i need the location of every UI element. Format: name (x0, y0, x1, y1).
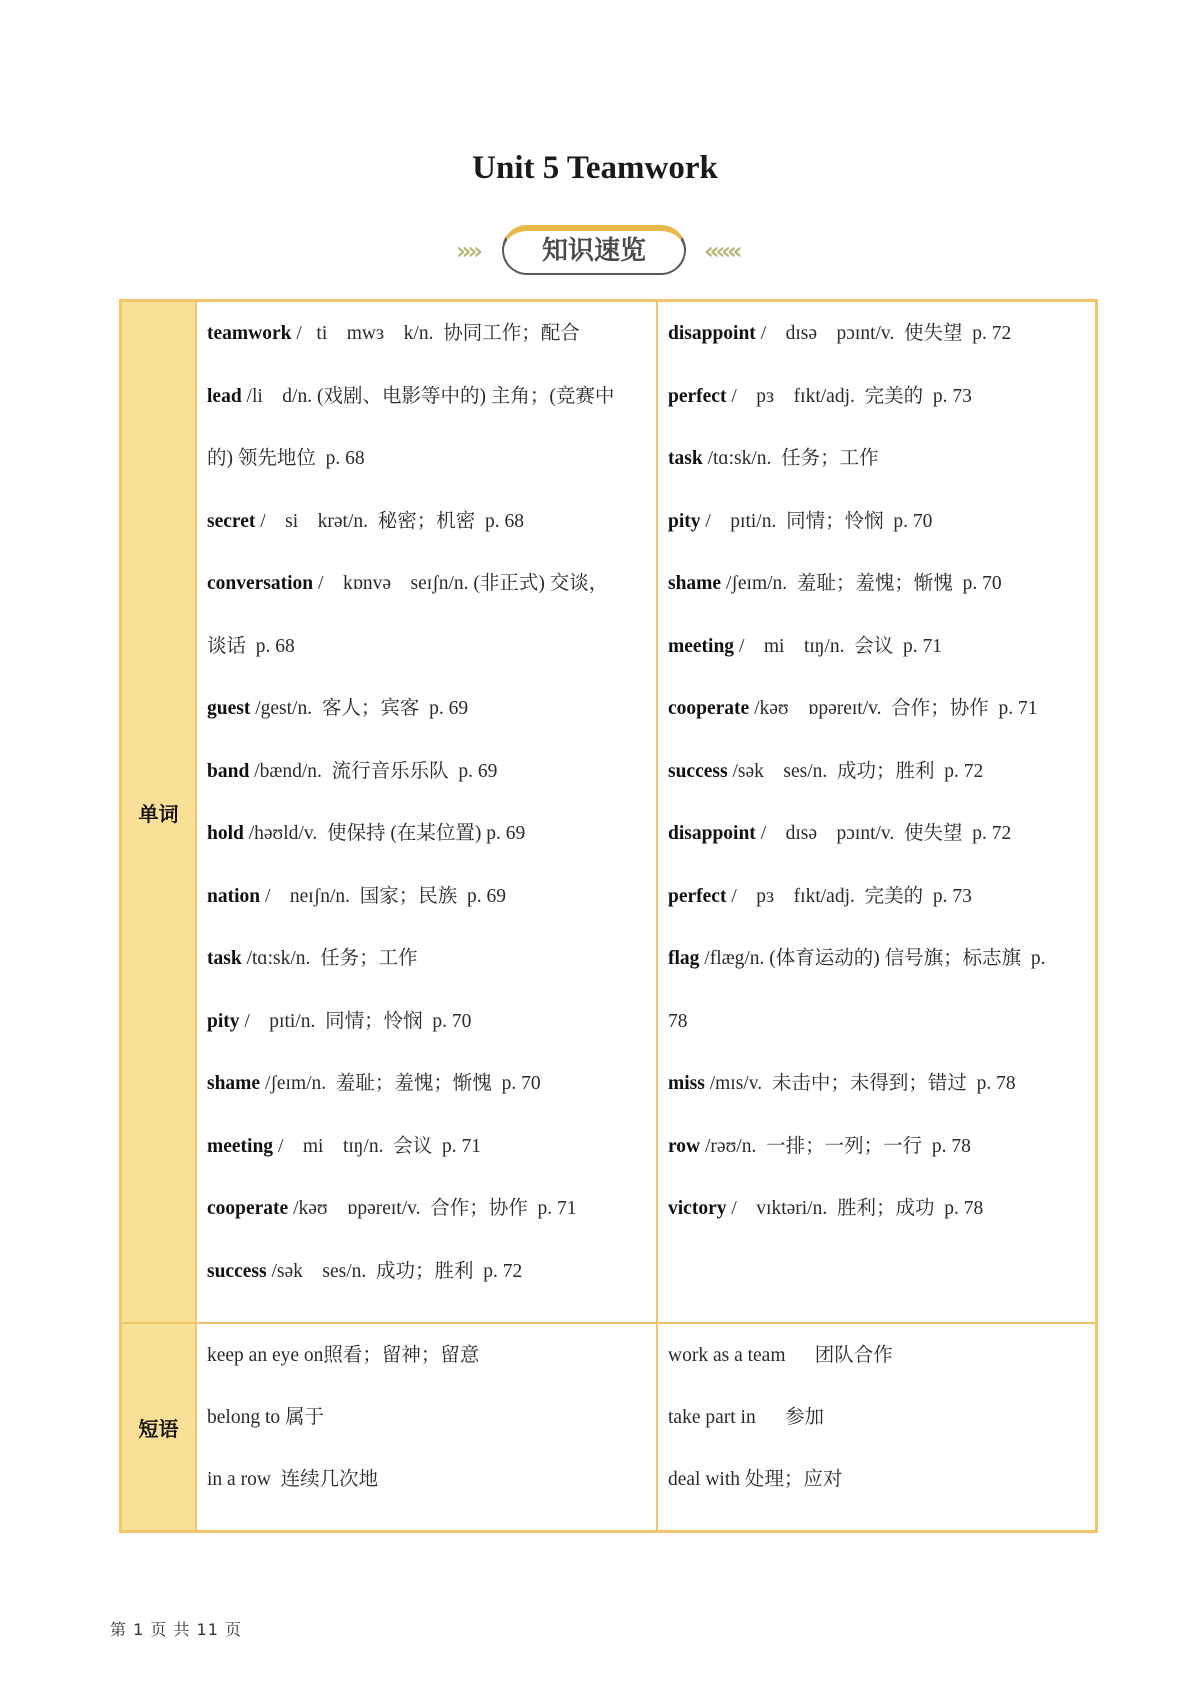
word-headword: shame (668, 573, 722, 594)
word-headword: perfect (668, 885, 727, 907)
section-banner (0, 225, 1190, 281)
word-definition: /rəʊ/n. 一排；一列；一行 p. 78 (700, 1135, 971, 1157)
word-entry (207, 316, 648, 379)
word-headword: row (668, 1135, 701, 1157)
word-entry (668, 504, 1087, 567)
word-headword: task (668, 448, 703, 469)
word-headword: teamwork (207, 323, 292, 344)
word-entry (207, 691, 648, 754)
word-definition: / ti mwɜ k/n. 协同工作；配合 (291, 323, 580, 344)
word-entry (668, 379, 1087, 442)
word-definition: / pɜ fɪkt/adj. 完美的 p. 73 (726, 385, 972, 407)
right-arrows-icon: »» (456, 237, 480, 265)
word-definition: / dɪsə pɔɪnt/v. 使失望 p. 72 (755, 323, 1012, 344)
word-headword: pity (668, 510, 701, 532)
banner-label: 知识速览 (502, 225, 686, 275)
vocabulary-table (119, 299, 1098, 1533)
word-entry (207, 1129, 648, 1192)
word-entry (207, 879, 648, 942)
word-entry (668, 1191, 1087, 1254)
word-headword: hold (207, 823, 244, 844)
word-entry (668, 1066, 1087, 1129)
word-definition: 78 (668, 1010, 688, 1032)
word-entry (207, 566, 648, 629)
word-headword: flag (668, 948, 700, 969)
phrase-entry: belong to 属于 (207, 1407, 324, 1428)
word-entry (668, 879, 1087, 942)
word-entry (668, 441, 1087, 504)
words-row (122, 302, 1095, 1322)
word-entry (668, 629, 1087, 692)
word-definition: 的) 领先地位 p. 68 (207, 448, 365, 469)
word-entry (207, 629, 648, 692)
word-definition: /sək ses/n. 成功；胜利 p. 72 (266, 1260, 523, 1282)
word-definition: /ʃeɪm/n. 羞耻；羞愧；惭愧 p. 70 (260, 1073, 541, 1094)
word-entry (668, 316, 1087, 379)
word-definition: /kəʊ ɒpəreɪt/v. 合作；协作 p. 71 (749, 698, 1038, 719)
word-headword: success (668, 760, 728, 782)
word-headword: guest (207, 698, 251, 719)
word-entry (207, 1254, 648, 1317)
word-entry (207, 816, 648, 879)
word-definition: / kɒnvə seɪʃn/n. (非正式) 交谈， (313, 573, 609, 594)
word-definition: /ʃeɪm/n. 羞耻；羞愧；惭愧 p. 70 (721, 573, 1002, 594)
word-entry (207, 1191, 648, 1254)
page-footer: 第 1 页 共 11 页 (110, 1620, 242, 1639)
word-definition: 谈话 p. 68 (207, 635, 295, 657)
words-left-column (197, 302, 658, 1322)
word-definition: /kəʊ ɒpəreɪt/v. 合作；协作 p. 71 (288, 1198, 577, 1219)
word-headword: cooperate (207, 1198, 289, 1219)
left-arrows-icon: ««« (704, 237, 739, 265)
word-entry (207, 504, 648, 567)
word-definition: / dɪsə pɔɪnt/v. 使失望 p. 72 (755, 823, 1012, 844)
word-headword: band (207, 760, 250, 782)
word-definition: /flæg/n. (体育运动的) 信号旗；标志旗 p. (699, 948, 1046, 969)
word-definition: /tɑ:sk/n. 任务；工作 (702, 448, 879, 469)
word-headword: meeting (207, 1135, 274, 1157)
word-definition: /sək ses/n. 成功；胜利 p. 72 (727, 760, 984, 782)
word-definition: / neɪʃn/n. 国家；民族 p. 69 (260, 885, 507, 907)
phrase-entry: keep an eye on照看；留神；留意 (207, 1345, 480, 1366)
word-entry (207, 441, 648, 504)
phrases-left-column (197, 1324, 658, 1530)
word-headword: cooperate (668, 698, 750, 719)
words-label: 单词 (122, 302, 197, 1322)
word-headword: disappoint (668, 823, 756, 844)
phrases-row (122, 1322, 1095, 1530)
word-headword: secret (207, 510, 256, 532)
word-entry (668, 1004, 1087, 1067)
word-headword: conversation (207, 573, 314, 594)
word-definition: / pɜ fɪkt/adj. 完美的 p. 73 (726, 885, 972, 907)
word-definition: / vɪktəri/n. 胜利；成功 p. 78 (726, 1198, 984, 1219)
word-headword: victory (668, 1198, 727, 1219)
word-definition: /gest/n. 客人；宾客 p. 69 (250, 698, 469, 719)
phrase-entry: in a row 连续几次地 (207, 1469, 379, 1490)
word-definition: /li d/n. (戏剧、电影等中的) 主角；(竞赛中 (241, 385, 615, 407)
words-right-column (658, 302, 1095, 1322)
word-definition: / pɪti/n. 同情；怜悯 p. 70 (700, 510, 933, 532)
phrases-label: 短语 (122, 1324, 197, 1530)
word-definition: /tɑ:sk/n. 任务；工作 (241, 948, 418, 969)
word-headword: miss (668, 1073, 705, 1094)
word-definition: /həʊld/v. 使保持 (在某位置) p. 69 (243, 823, 526, 844)
word-headword: perfect (668, 385, 727, 407)
word-definition: / pɪti/n. 同情；怜悯 p. 70 (239, 1010, 472, 1032)
word-definition: /mɪs/v. 未击中；未得到；错过 p. 78 (704, 1073, 1016, 1094)
word-headword: task (207, 948, 242, 969)
word-entry (207, 1004, 648, 1067)
word-definition: / mi tɪŋ/n. 会议 p. 71 (734, 635, 942, 657)
word-headword: nation (207, 885, 261, 907)
word-entry (668, 754, 1087, 817)
word-entry (207, 1066, 648, 1129)
phrases-right-column (658, 1324, 1095, 1530)
word-headword: lead (207, 385, 242, 407)
word-definition: /bænd/n. 流行音乐乐队 p. 69 (249, 760, 498, 782)
phrase-entry: take part in 参加 (668, 1407, 824, 1428)
phrase-entry: deal with 处理；应对 (668, 1469, 843, 1490)
word-definition: / si krət/n. 秘密；机密 p. 68 (255, 510, 525, 532)
word-entry (668, 1129, 1087, 1192)
word-headword: meeting (668, 635, 735, 657)
word-headword: disappoint (668, 323, 756, 344)
word-headword: success (207, 1260, 267, 1282)
word-entry (668, 691, 1087, 754)
word-definition: / mi tɪŋ/n. 会议 p. 71 (273, 1135, 481, 1157)
word-entry (207, 941, 648, 1004)
word-headword: pity (207, 1010, 240, 1032)
word-entry (207, 379, 648, 442)
phrase-entry: work as a team 团队合作 (668, 1345, 893, 1366)
word-entry (207, 754, 648, 817)
page-title: Unit 5 Teamwork (472, 150, 718, 186)
word-headword: shame (207, 1073, 261, 1094)
word-entry (668, 941, 1087, 1004)
word-entry (668, 816, 1087, 879)
word-entry (668, 566, 1087, 629)
